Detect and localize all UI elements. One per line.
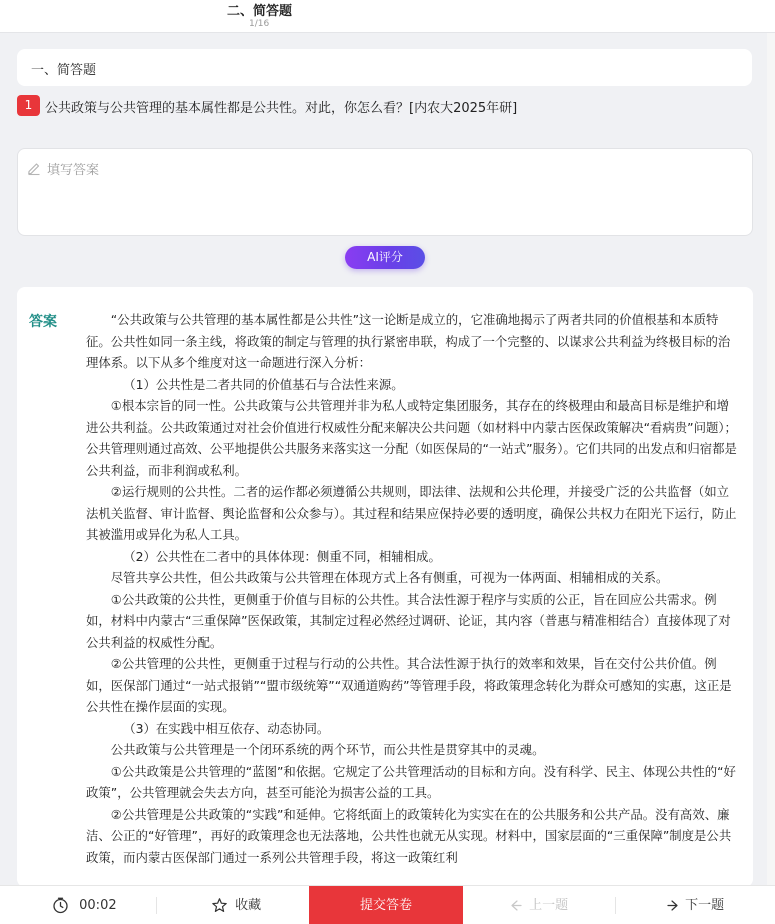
favorite-label: 收藏 (235, 898, 262, 913)
answer-paragraph: 尽管共享公共性，但公共政策与公共管理在体现方式上各有侧重，可视为一体两面、相辅相成的关系。 (110, 570, 669, 585)
timer-value: 00:02 (79, 898, 117, 913)
page-title: 二、简答题 (227, 4, 293, 19)
arrow-right-icon (666, 899, 679, 912)
answer-paragraph: ①公共政策是公共管理的“蓝图”和依据。它规定了公共管理活动的目标和方向。没有科学、民主、体现公共性的“好政策”，公共管理就会失去方向，甚至可能沦为损害公益的工具。 (86, 763, 736, 800)
answer-paragraph: “公共政策与公共管理的基本属性都是公共性”这一论断是成立的，它准确地揭示了两者共同的价值根基和本质特征。公共性如同一条主线，将政策的制定与管理的执行紧密串联，构成了一个完整的、以谋求公共利益为终极目标的治理体系。以下从多个维度对这一命题进行深入分析： (86, 312, 731, 370)
answer-body (86, 309, 740, 868)
answer-paragraph: （3）在实践中相互依存、动态协同。 (123, 720, 330, 736)
clock-icon (52, 897, 69, 914)
answer-paragraph: ②运行规则的公共性。二者的运作都必须遵循公共规则，即法律、法规和公共伦理，并接受广泛的公共监督（如立法机关监督、审计监督、舆论监督和公众参与）。其过程和结果应保持必要的透明度，确保公共权力在阳光下运行，防止其被滥用或异化为私人工具。 (86, 484, 737, 542)
question-text: 公共政策与公共管理的基本属性都是公共性。对此，你怎么看？[内农大2025年研] (45, 101, 518, 116)
answer-label: 答案 (29, 314, 57, 330)
star-icon (211, 897, 228, 914)
section-title: 一、简答题 (31, 63, 97, 78)
divider (156, 897, 157, 914)
next-question-button[interactable] (666, 886, 724, 924)
next-label: 下一题 (685, 898, 725, 913)
timer (52, 886, 117, 924)
arrow-left-icon (510, 899, 523, 912)
answer-textarea[interactable] (17, 148, 753, 236)
favorite-button[interactable] (211, 886, 261, 924)
pencil-icon (26, 160, 42, 176)
prev-question-button[interactable] (510, 886, 568, 924)
answer-paragraph: 公共政策与公共管理是一个闭环系统的两个环节，而公共性是贯穿其中的灵魂。 (110, 742, 545, 757)
answer-placeholder: 填写答案 (47, 163, 100, 178)
section-header-card (17, 49, 752, 86)
bottom-bar (0, 885, 775, 924)
submit-button[interactable]: 提交答卷 (309, 886, 463, 924)
prev-label: 上一题 (529, 898, 569, 913)
top-bar (0, 0, 775, 33)
ai-score-button[interactable]: AI评分 (345, 246, 425, 269)
divider (615, 897, 616, 914)
answer-paragraph: （2）公共性在二者中的具体体现：侧重不同，相辅相成。 (123, 548, 441, 564)
answer-paragraph: ②公共管理的公共性，更侧重于过程与行动的公共性。其合法性源于执行的效率和效果，旨在交付公共价值。例如，医保部门通过“一站式报销”“盟市级统筹”“双通道购药”等管理手段，将政策理念转化为群众可感知的实惠，这正是公共性在操作层面的实现。 (86, 656, 732, 714)
scrollbar[interactable] (767, 33, 775, 885)
answer-paragraph: ②公共管理是公共政策的“实践”和延伸。它将纸面上的政策转化为实实在在的公共服务和公共产品。没有高效、廉洁、公正的“好管理”，再好的政策理念也无法落地，公共性也就无从实现。材料中，国家层面的“三重保障”制度是公共政策，而内蒙古医保部门通过一系列公共管理手段，将这一政策红利 (86, 806, 732, 865)
answer-paragraph: （1）公共性是二者共同的价值基石与合法性来源。 (123, 376, 404, 392)
answer-card (17, 287, 753, 887)
question-row (17, 95, 757, 117)
answer-paragraph: ①根本宗旨的同一性。公共政策与公共管理并非为私人或特定集团服务，其存在的终极理由和最高目标是维护和增进公共利益。公共政策通过对社会价值进行权威性分配来解决公共问题（如材料中内蒙古医保政策解决“看病贵”问题）；公共管理则通过高效、公平地提供公共服务来落实这一分配（如医保局的“一站式”服务）。它们共同的出发点和归宿都是公共利益，而非利润或私利。 (86, 398, 737, 478)
answer-paragraph: ①公共政策的公共性，更侧重于价值与目标的公共性。其合法性源于程序与实质的公正，旨在回应公共需求。例如，材料中内蒙古“三重保障”医保政策，其制定过程必然经过调研、论证，其内容（普惠与精准相结合）直接体现了对公共利益的权威性分配。 (86, 591, 731, 650)
question-progress: 1/16 (249, 19, 270, 29)
question-number-badge: 1 (17, 95, 40, 116)
